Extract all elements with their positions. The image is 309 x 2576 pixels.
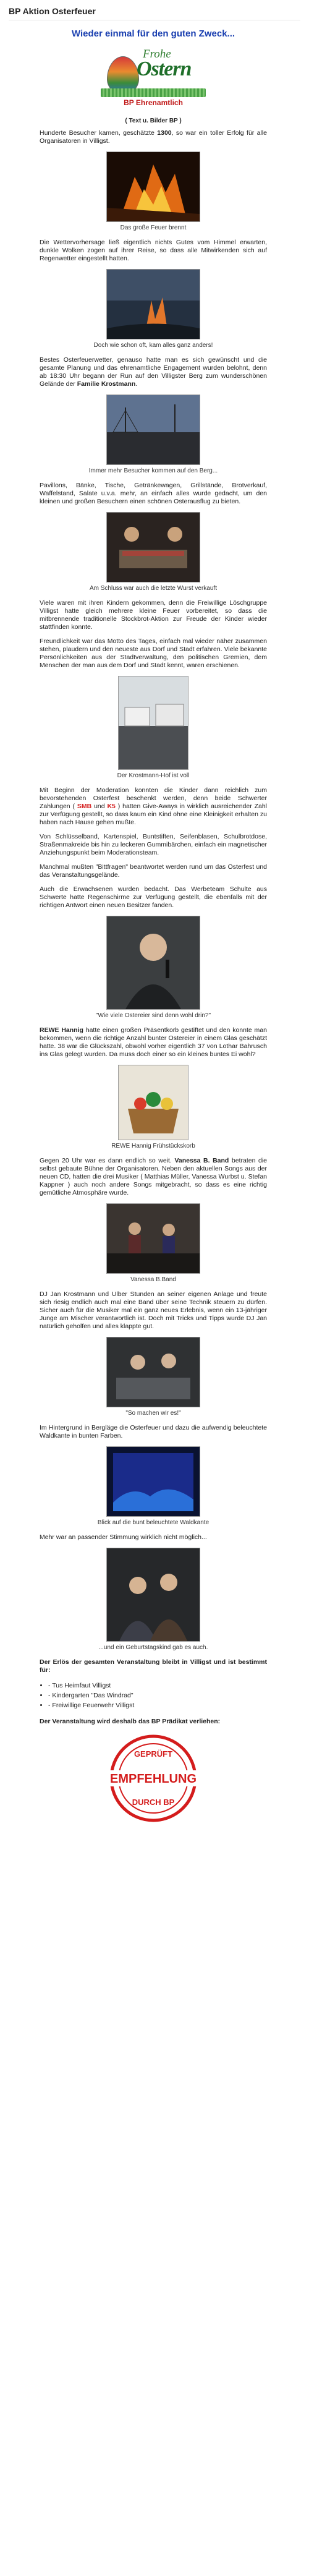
- dj-paragraph: DJ Jan Krostmann und Ulber Stunden an seiner eigenen Anlage und freute sich riesig endlich auch mal eine Band über seine Technik steuern zu dürfen. Sicher auch für die Musiker mal ein ganz neues Erlebnis, wenn ein 13-jähriger Junge am Mischer verantwortlich ist. Doch mit Tricks und Tipps wurde DJ Jan natürlich geholfen und alles klappte gut.: [40, 1290, 267, 1330]
- text-span: Hunderte Besucher kamen, geschätzte: [40, 129, 158, 137]
- list-item: • - Freiwillige Feuerwehr Villigst: [48, 1700, 267, 1710]
- adults-paragraph: Auch die Erwachsenen wurden bedacht. Das Werbeteam Schulte aus Schwerte hatte Regenschirme zur Verfügung gestellt, die ebenfalls mit der richtigen Antwort einen neuen Besitzer fanden.: [40, 885, 267, 909]
- article: [40, 21, 267, 1825]
- mood-paragraph: Mehr war an passender Stimmung wirklich nicht möglich...: [40, 1533, 207, 1541]
- rewe-paragraph: [40, 1026, 267, 1059]
- photo-caption: Immer mehr Besucher kommen auf den Berg...: [88, 467, 218, 474]
- photo-caption: Vanessa B.Band: [130, 1276, 176, 1283]
- photo-caption: Der Krostmann-Hof ist voll: [117, 772, 190, 779]
- sponsor-k5: K5: [107, 803, 116, 810]
- text-span: und: [91, 803, 108, 810]
- rewe-hannig: REWE Hannig: [40, 1026, 83, 1034]
- band-paragraph: [40, 1157, 267, 1197]
- intro-paragraph: [40, 129, 267, 145]
- bp-empfehlung-stamp: [107, 1732, 200, 1825]
- photo-caption: REWE Hannig Frühstückskorb: [111, 1143, 195, 1149]
- sponsor-smb: SMB: [77, 803, 92, 810]
- photo-basket: [118, 1065, 188, 1140]
- photo-caption: Am Schluss war auch die letzte Wurst verkauft: [89, 585, 217, 592]
- photo-grill: [106, 512, 200, 582]
- photo-band: [106, 1203, 200, 1274]
- photo-crowd-evening: [106, 395, 200, 465]
- text-span: Bestes Osterfeuerwetter, genauso hatte man es sich gewünscht und die gesamte Planung und das ehrenamtliche Engagement wurden belohnt, denn ab 18:30 Uhr begann der Run auf den Villigster Berg zum wunderschönen Gelände der: [40, 356, 267, 388]
- family-name: Familie Krostmann: [77, 380, 136, 388]
- text-span: betraten die selbst gebaute Bühne der Organisatoren. Neben den aktuellen Songs aus der neuen CD, hatten die drei Musiker ( Matthias Müller, Vanessa Wurbst u. Stefan Kappner ) auch noch andere Songs mitgebracht, so dass es eine richtig gemütliche Atmosphäre wurde.: [40, 1157, 267, 1196]
- list-item: • - Kindergarten "Das Windrad": [48, 1691, 267, 1700]
- community-paragraph: Freundlichkeit war das Motto des Tages, einfach mal wieder näher zusammen stehen, plaudern und den neueste aus Dorf und Stadt erfahren. Viele bekannte Persönlichkeiten aus der Stadtverwaltung, den politischen Gremien, dem Menschen der man aus dem Dorf und Stadt kennt, waren erschienen.: [40, 638, 267, 669]
- logo-line-frohe: Frohe: [143, 48, 171, 61]
- logo-bp-ehrenamtlich: BP Ehrenamtlich: [124, 98, 183, 107]
- stands-paragraph: Pavillons, Bänke, Tische, Getränkewagen, Grillstände, Brotverkauf, Waffelstand, Salate u.v.a. mehr, an einfach alles wurde gedacht, um den kleinen und großen Besuchern einen schönen Osterausflug zu bieten.: [40, 482, 267, 505]
- stamp-bottom-text: DURCH BP: [132, 1798, 175, 1807]
- photo-bonfire: [106, 151, 200, 222]
- page-header: [9, 5, 300, 20]
- photo-mixer: [106, 1337, 200, 1407]
- moderation-paragraph: [40, 787, 267, 827]
- text-span: Gegen 20 Uhr war es dann endlich so weit.: [40, 1157, 175, 1164]
- stamp-top-text: GEPRÜFT: [133, 1749, 173, 1759]
- visitor-count: 1300: [157, 129, 172, 137]
- photo-waldkante: [106, 1446, 200, 1517]
- giveaways-paragraph: Von Schlüsselband, Kartenspiel, Buntstiften, Seifenblasen, Schulbrotdose, Straßenmakreide bis hin zu leckeren Gummibärchen, einfach ein magnetischer Anziehungspunkt beim Moderationsteam.: [40, 833, 267, 856]
- photo-caption: "So machen wir es!": [125, 1410, 181, 1417]
- photo-hof: [118, 676, 188, 770]
- background-paragraph: Im Hintergrund in Bergläge die Osterfeuer und dazu die aufwendig beleuchtete Waldkante in bunten Farben.: [40, 1424, 267, 1439]
- award-paragraph: Der Veranstaltung wird deshalb das BP Prädikat verliehen:: [40, 1718, 221, 1725]
- photo-moderator: [106, 916, 200, 1010]
- article-headline: Wieder einmal für den guten Zweck...: [71, 28, 235, 39]
- weather-paragraph: Die Wettervorhersage ließ eigentlich nichts Gutes vom Himmel erwarten, dunkle Wolken zogen auf ihrer Reise, so dass alle Mitwirkenden sich auf Regenwetter eingestellt hatten.: [40, 239, 267, 262]
- planning-paragraph: [40, 356, 267, 388]
- photo-birthday: [106, 1548, 200, 1642]
- credit-line: ( Text u. Bilder BP ): [125, 117, 182, 124]
- photo-caption: Doch wie schon oft, kam alles ganz anders!: [93, 342, 213, 349]
- page-title: BP Aktion Osterfeuer: [9, 6, 96, 16]
- photo-bonfire-night: [106, 269, 200, 339]
- text-span: , so war ein toller Erfolg für alle Organisatoren in Villigst.: [40, 129, 267, 145]
- photo-caption: Blick auf die bunt beleuchtete Waldkante: [97, 1519, 210, 1526]
- band-name: Vanessa B. Band: [174, 1157, 229, 1164]
- text-span: hatte einen großen Präsentkorb gestiftet und den konnte man bekommen, wenn die richtige Anzahl bunter Ostereier in einem Glas geschätzt hatte. 38 war die Glückszahl, obwohl vorher eigentlich 37 von Lothar Bahrusch ins Glas gelegt wurden. Da muss doch einer so ein kleines buntes Ei wohl?: [40, 1026, 267, 1058]
- proceeds-paragraph: Der Erlös der gesamten Veranstaltung bleibt in Villigst und ist bestimmt für:: [40, 1658, 267, 1674]
- beneficiaries-list: [40, 1681, 267, 1710]
- text-span: .: [135, 380, 138, 388]
- list-item: • - Tus Heimfaut Villigst: [48, 1681, 267, 1691]
- photo-caption: "Wie viele Ostereier sind denn wohl drin?": [95, 1012, 211, 1019]
- frohe-ostern-logo: [101, 44, 206, 109]
- text-span: Mit Beginn der Moderation konnten die Kinder dann reichlich zum bevorstehenden Osterfest beschenkt werden, denn beide Schwerter Zahlungen (: [40, 787, 267, 810]
- text-span: ) hatten Give-Aways in wirklich ausreichender Zahl zur Verfügung gestellt, so dass kaum ein Kind ohne eine Kleinigkeit erhalten zu haben nach Hause gehen mußte.: [40, 803, 267, 826]
- stamp-middle-text: EMPFEHLUNG: [110, 1772, 197, 1786]
- photo-caption: ...und ein Geburtstagskind gab es auch.: [98, 1644, 208, 1651]
- questions-paragraph: Manchmal mußten "Bittfragen" beantwortet werden rund um das Osterfest und das Veranstaltungsgelände.: [40, 863, 267, 879]
- logo-line-ostern: Ostern: [137, 58, 192, 80]
- grass-decoration: [101, 88, 206, 97]
- kids-paragraph: Viele waren mit ihren Kindern gekommen, denn die Freiwillige Löschgruppe Villigst hatte gleich mehrere kleine Feuer vorbereitet, so dass die mitbrennende traditionelle Stockbrot-Aktion zur Freude der Kinder wieder stattfinden konnte.: [40, 599, 267, 631]
- photo-caption: Das große Feuer brennt: [120, 224, 187, 231]
